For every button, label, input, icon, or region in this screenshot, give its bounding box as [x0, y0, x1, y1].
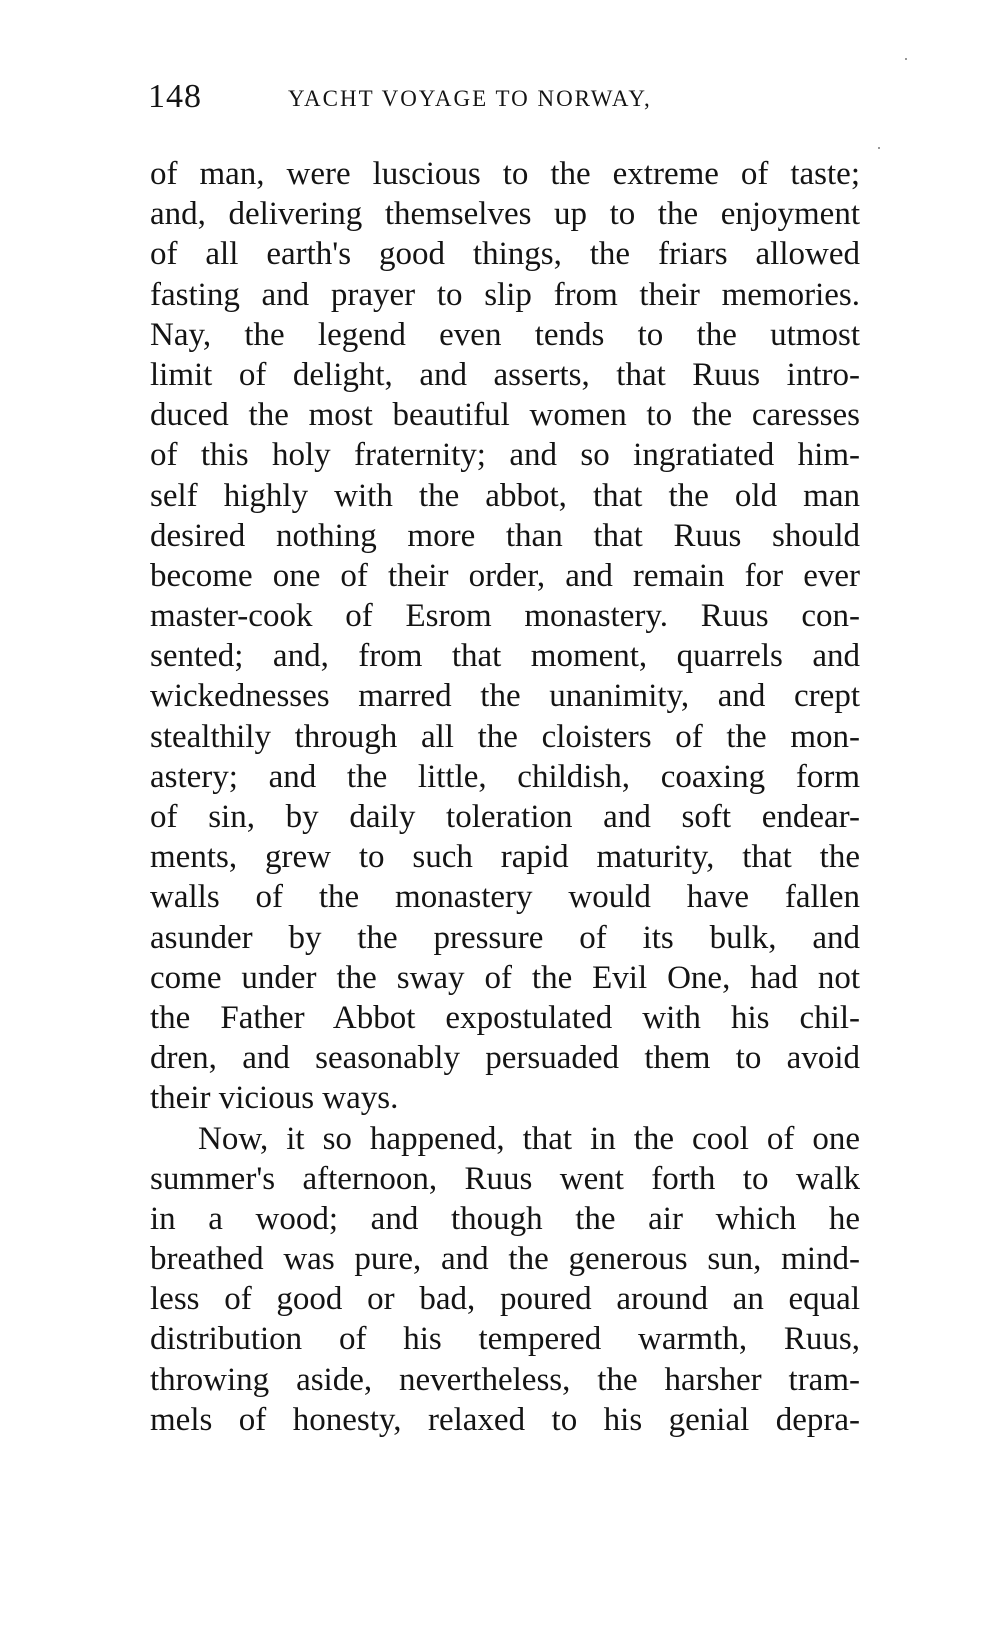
text-line: of man, were luscious to the extreme of taste; [150, 156, 860, 192]
text-line: throwing aside, nevertheless, the harsher tram- [150, 1361, 860, 1398]
text-line: stealthily through all the cloisters of the mon- [150, 718, 860, 755]
page-header [148, 72, 868, 122]
page-number: 148 [148, 78, 202, 115]
text-line: Nay, the legend even tends to the utmost [150, 316, 860, 353]
text-line: and, delivering themselves up to the enjoyment [150, 196, 860, 233]
text-line: of all earth's good things, the friars allowed [150, 236, 860, 273]
text-line: astery; and the little, childish, coaxing form [150, 758, 860, 795]
text-line: sented; and, from that moment, quarrels and [150, 638, 860, 675]
text-line: summer's afternoon, Ruus went forth to walk [150, 1160, 860, 1197]
text-line: less of good or bad, poured around an equal [150, 1281, 860, 1318]
running-title: YACHT VOYAGE TO NORWAY, [288, 86, 652, 111]
text-line: the Father Abbot expostulated with his chil- [150, 999, 860, 1036]
text-line: self highly with the abbot, that the old man [150, 477, 860, 514]
text-line: mels of honesty, relaxed to his genial depra- [150, 1401, 860, 1438]
text-line: duced the most beautiful women to the caresses [150, 397, 860, 434]
paragraph-end-line: their vicious ways. [150, 1080, 399, 1117]
text-line: of this holy fraternity; and so ingratiated him- [150, 437, 860, 474]
text-line: asunder by the pressure of its bulk, and [150, 919, 860, 956]
text-line: ments, grew to such rapid maturity, that the [150, 839, 860, 876]
text-line: walls of the monastery would have fallen [150, 879, 860, 916]
body-text [150, 154, 860, 1440]
text-line: in a wood; and though the air which he [150, 1200, 860, 1237]
text-line: become one of their order, and remain for ever [150, 557, 860, 594]
text-line: master-cook of Esrom monastery. Ruus con- [150, 598, 860, 635]
paragraph-start-line: Now, it so happened, that in the cool of one [198, 1120, 860, 1157]
text-line: desired nothing more than that Ruus should [150, 517, 860, 554]
text-line: fasting and prayer to slip from their memories. [150, 276, 860, 313]
text-line: dren, and seasonably persuaded them to avoid [150, 1040, 860, 1077]
paper-speck [878, 147, 880, 149]
text-line: limit of delight, and asserts, that Ruus intro- [150, 356, 860, 393]
text-line: come under the sway of the Evil One, had not [150, 959, 860, 996]
text-line: of sin, by daily toleration and soft endear- [150, 799, 860, 835]
text-line: distribution of his tempered warmth, Ruus, [150, 1321, 860, 1358]
paper-speck [905, 58, 907, 60]
text-line: breathed was pure, and the generous sun, mind- [150, 1241, 860, 1278]
text-line: wickednesses marred the unanimity, and crept [150, 678, 860, 715]
